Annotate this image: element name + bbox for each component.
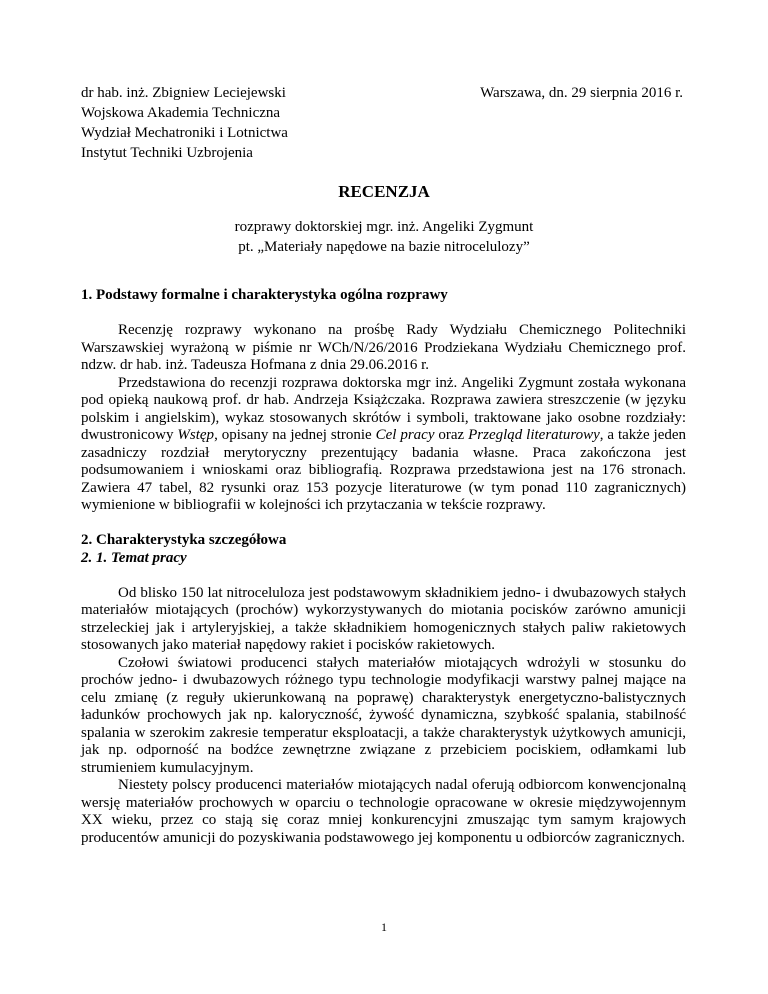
section-1 xyxy=(81,287,686,515)
author-faculty: Wydział Mechatroniki i Lotnictwa xyxy=(81,125,288,141)
document-subtitle xyxy=(0,217,768,257)
section-1-heading: 1. Podstawy formalne i charakterystyka ogólna rozprawy xyxy=(81,287,448,303)
text-run: , opisany na jednej stronie xyxy=(214,427,376,443)
section-2-paragraph-3: Niestety polscy producenci materiałów miotających nadal oferują odbiorcom konwencjonalną wersję materiałów prochowych w oparciu o technologie opracowane w okresie międzywojennym XX wieku, przez co stają się coraz mniej konkurencyjni zmuszając tym samym krajowych producentów amunicji do pozyskiwania podstawowego jej komponentu u odbiorców zagranicznych. xyxy=(81,777,686,846)
text-run: oraz xyxy=(434,427,469,443)
section-2-paragraph-2: Czołowi światowi producenci stałych materiałów miotających wdrożyli w stosunku do prochów jedno- i dwubazowych różnego typu technologie modyfikacji warstwy palnej mające na celu zmianę (z reguły ukierunkowaną na poprawę) charakterystyk energetyczno-balistycznych ładunków prochowych jak np. kaloryczność, żywość dynamiczna, szybkość spalania, stabilność spalania w szerokim zakresie temperatur eksploatacji, a także charakterystyk użytkowych amunicji, jak np. odporność na bodźce zewnętrzne związane z przebiciem pociskiem, odłamkami lub strumieniem kumulacyjnym. xyxy=(81,654,686,776)
author-institute: Instytut Techniki Uzbrojenia xyxy=(81,145,253,161)
italic-term-przeglad: Przegląd literaturowy xyxy=(468,427,600,443)
page-number: 1 xyxy=(381,920,387,934)
subtitle-line-1: rozprawy doktorskiej mgr. inż. Angeliki Zygmunt xyxy=(234,219,534,235)
section-2-1-heading: 2. 1. Temat pracy xyxy=(81,549,187,566)
author-name: dr hab. inż. Zbigniew Leciejewski xyxy=(81,85,286,101)
section-2-heading: 2. Charakterystyka szczegółowa xyxy=(81,532,287,548)
section-2-paragraph-1: Od blisko 150 lat nitroceluloza jest podstawowym składnikiem jedno- i dwubazowych stałych materiałów miotających (prochów) wykorzystywanych do miotania pocisków zarówno amunicji strzeleckiej jak i artyleryjskiej, a także składnikiem homogenicznych stałych paliw rakietowych stosowanych jako materiał napędowy rakiet i pocisków rakietowych. xyxy=(81,584,686,653)
section-1-paragraph-1: Recenzję rozprawy wykonano na prośbę Rady Wydziału Chemicznego Politechniki Warszawskiej wyrażoną w piśmie nr WCh/N/26/2016 Prodziekana Wydziału Chemicznego prof. ndzw. dr hab. inż. Tadeusza Hofmana z dnia 29.06.2016 r. xyxy=(81,322,686,373)
author-block xyxy=(81,83,288,163)
italic-term-wstep: Wstęp xyxy=(177,427,215,443)
place-date: Warszawa, dn. 29 sierpnia 2016 r. xyxy=(480,85,683,101)
subtitle-line-2: pt. „Materiały napędowe na bazie nitrocelulozy” xyxy=(238,239,530,255)
text-run: , a także jeden zasadniczy rozdział merytoryczny prezentujący badania własne. Praca zakończona jest podsumowaniem i wnioskami oraz bibliografią. Rozprawa przedstawiona jest na 176 stronach. Zawiera 47 tabel, 82 rysunki oraz 153 pozycje literaturowe (w tym ponad 110 zagranicznych) wymienione w bibliografii w kolejności ich przytaczania w tekście rozprawy. xyxy=(81,427,687,513)
section-2 xyxy=(81,532,686,847)
section-1-paragraph-2 xyxy=(81,375,686,515)
author-institution: Wojskowa Akademia Techniczna xyxy=(81,105,281,121)
italic-term-cel-pracy: Cel pracy xyxy=(375,427,435,443)
document-title: RECENZJA xyxy=(338,182,430,201)
text-run: Przedstawiona do recenzji rozprawa doktorska mgr inż. Angeliki Zygmunt została wykonana pod opieką naukową prof. dr hab. Andrzeja Książczaka. Rozprawa zawiera streszczenie (w języku polskim i angielskim), wykaz stosowanych skrótów i symboli, traktowane jako osobne rozdziały: dwustronicowy xyxy=(81,374,686,443)
